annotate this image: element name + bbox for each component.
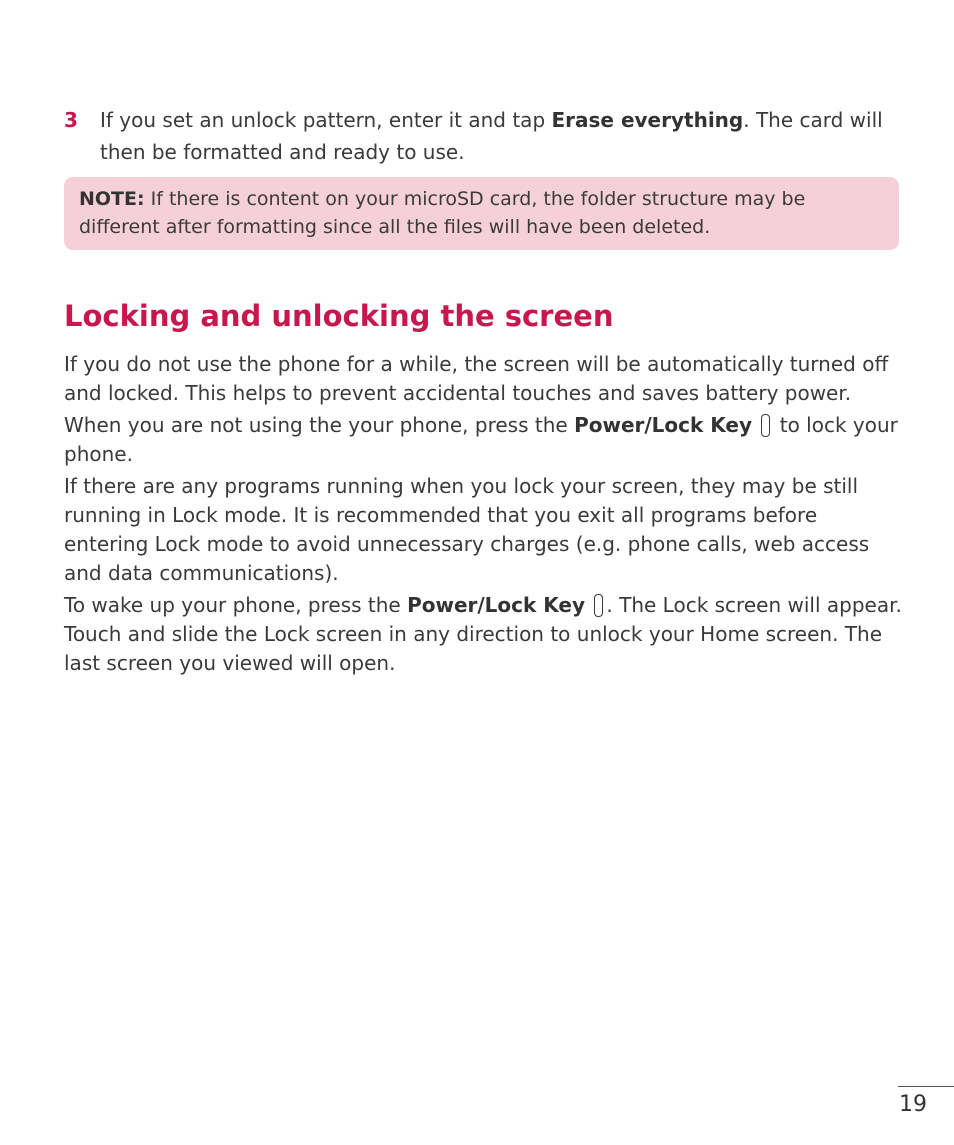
power-lock-key-icon [594,594,603,617]
power-lock-key-label: Power/Lock Key [407,593,586,617]
section-title: Locking and unlocking the screen [64,299,614,333]
paragraph-press-to-lock [64,411,904,469]
step-text-before: If you set an unlock pattern, enter it and tap [100,108,552,132]
note-box [64,177,899,250]
step-text [100,104,904,168]
power-lock-key-label: Power/Lock Key [574,413,753,437]
page-number-rule [898,1086,954,1087]
note-text: If there is content on your microSD card, the folder structure may be different after formatting since all the files will have been deleted. [79,188,806,238]
paragraph-text: When you are not using the your phone, press the [64,413,575,437]
erase-everything-label: Erase everything [551,108,744,132]
section-body [64,350,904,681]
paragraph-text: . The Lock screen will appear. Touch and slide the Lock screen in any direction to unlock your Home screen. The last screen you viewed will open. [64,593,902,675]
step-text-after: . The card will then be formatted and ready to use. [100,108,883,164]
step-number: 3 [64,108,78,132]
paragraph-text: To wake up your phone, press the [64,593,408,617]
page-number: 19 [899,1092,927,1117]
paragraph-programs-running: If there are any programs running when you lock your screen, they may be still running in Lock mode. It is recommended that you exit all programs before entering Lock mode to avoid unnecessary charges (e.g. phone calls, web access and data communications). [64,474,870,585]
paragraph-wake-up [64,591,904,678]
paragraph-auto-lock: If you do not use the phone for a while, the screen will be automatically turned off and locked. This helps to prevent accidental touches and saves battery power. [64,352,889,405]
step-3 [64,104,904,168]
power-lock-key-icon [761,414,770,437]
paragraph-text: to lock your phone. [64,413,898,466]
note-label: NOTE: [79,188,145,210]
